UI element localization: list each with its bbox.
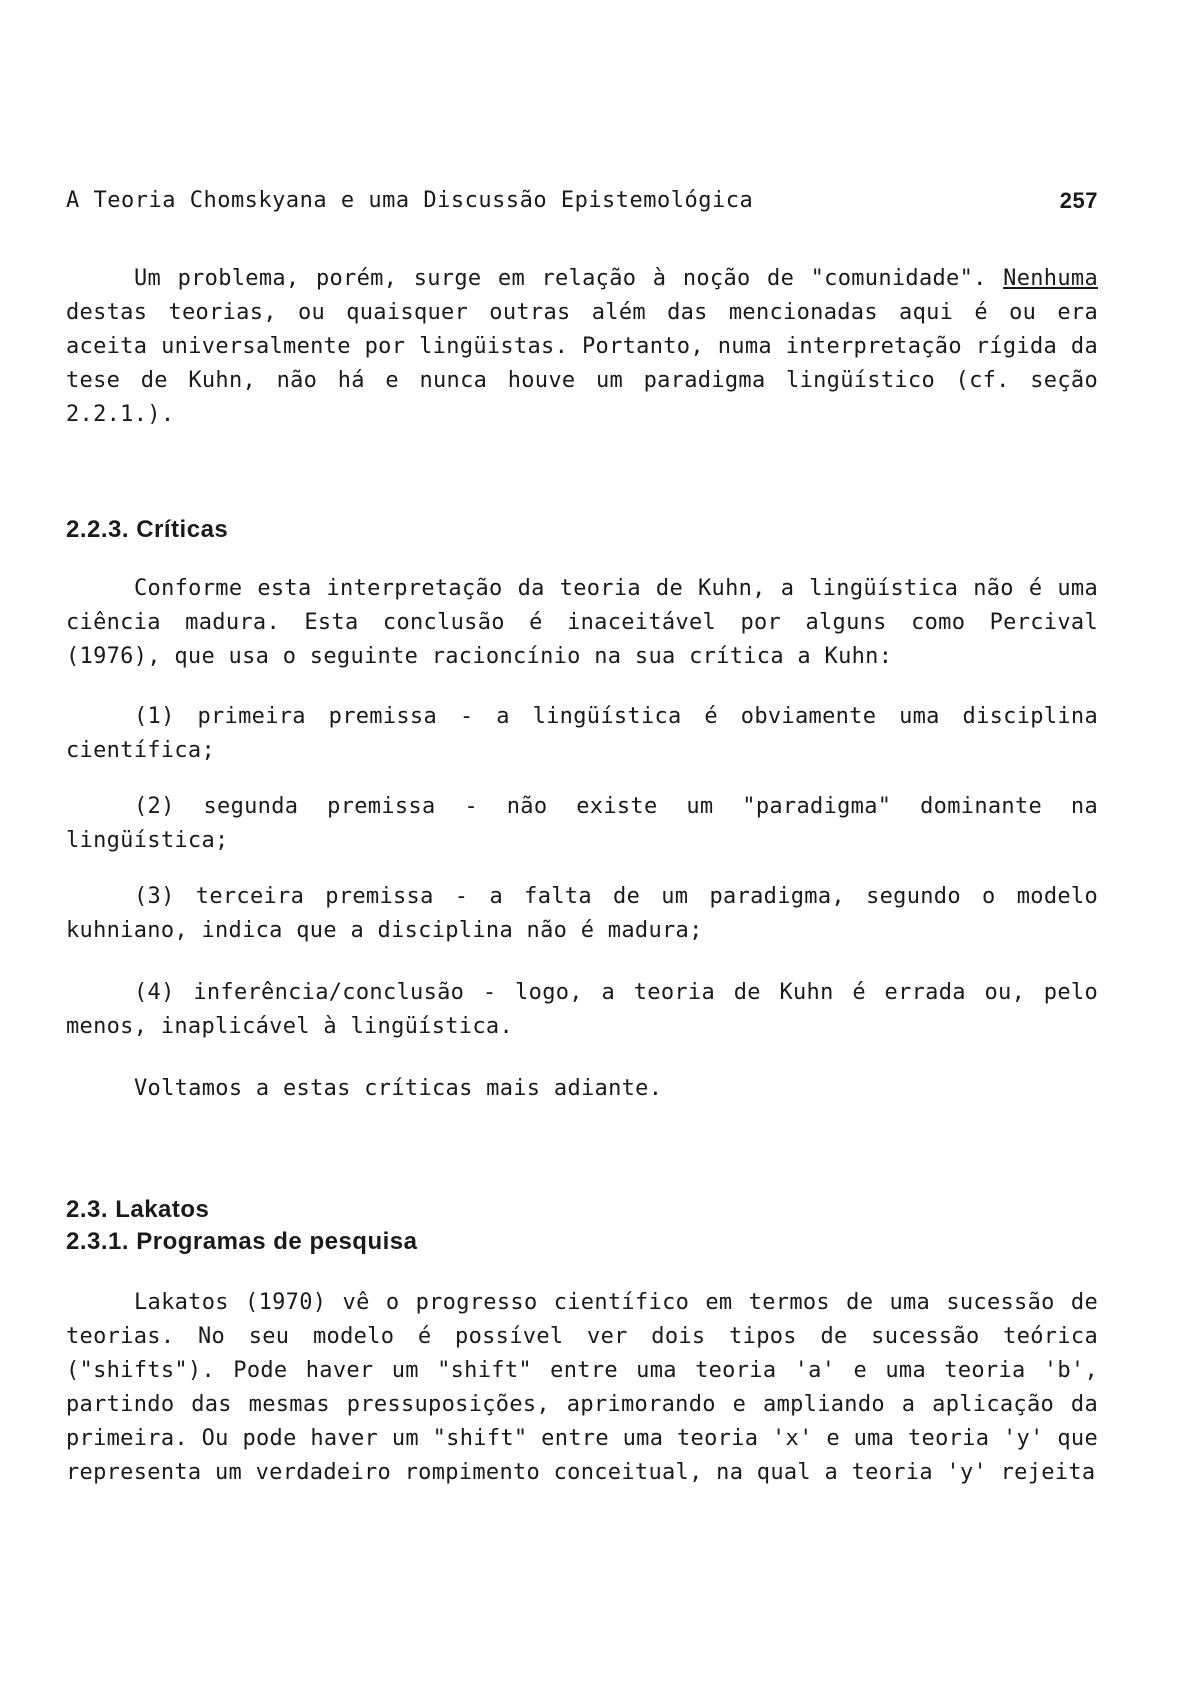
paragraph-comunidade-end: destas teorias, ou quaisquer outras além das mencionadas aqui é ou era aceita universalmente por lingüistas. Portanto, numa interpretação rígida da tese de Kuhn, não há e nunca houve um paradigma lingüístico (cf. seção 2.2.1.). <box>66 300 1098 427</box>
running-title: A Teoria Chomskyana e uma Discussão Epistemológica <box>66 188 754 213</box>
section-heading-lakatos: 2.3. Lakatos <box>66 1196 210 1223</box>
paragraph-comunidade <box>66 262 1098 432</box>
paragraph-comunidade-start: Um problema, porém, surge em relação à noção de "comunidade". <box>134 266 1004 291</box>
subsection-heading-programas: 2.3.1. Programas de pesquisa <box>66 1228 418 1255</box>
paragraph-closing: Voltamos a estas críticas mais adiante. <box>134 1076 663 1101</box>
section-heading-criticas: 2.2.3. Críticas <box>66 516 229 543</box>
paragraph-lakatos: Lakatos (1970) vê o progresso científico em termos de uma sucessão de teorias. No seu modelo é possível ver dois tipos de sucessão teórica ("shifts"). Pode haver um "shift" entre uma teoria 'a' e uma teoria 'b', partindo das mesmas pressuposições, aprimorando e ampliando a aplicação da primeira. Ou pode haver um "shift" entre uma teoria 'x' e uma teoria 'y' que representa um verdadeiro rompimento conceitual, na qual a teoria 'y' rejeita <box>66 1290 1098 1485</box>
underlined-word: Nenhuma <box>1003 266 1098 291</box>
premise-4: (4) inferência/conclusão - logo, a teoria de Kuhn é errada ou, pelo menos, inaplicável à lingüística. <box>66 980 1098 1039</box>
premise-2: (2) segunda premissa - não existe um "paradigma" dominante na lingüística; <box>66 794 1098 853</box>
paragraph-criticas-intro: Conforme esta interpretação da teoria de Kuhn, a lingüística não é uma ciência madura. Esta conclusão é inaceitável por alguns como Percival (1976), que usa o seguinte racioncínio na sua crítica a Kuhn: <box>66 576 1098 669</box>
premise-3: (3) terceira premissa - a falta de um paradigma, segundo o modelo kuhniano, indica que a disciplina não é madura; <box>66 884 1098 943</box>
page-number: 257 <box>1059 188 1098 213</box>
premise-1: (1) primeira premissa - a lingüística é obviamente uma disciplina científica; <box>66 704 1098 763</box>
